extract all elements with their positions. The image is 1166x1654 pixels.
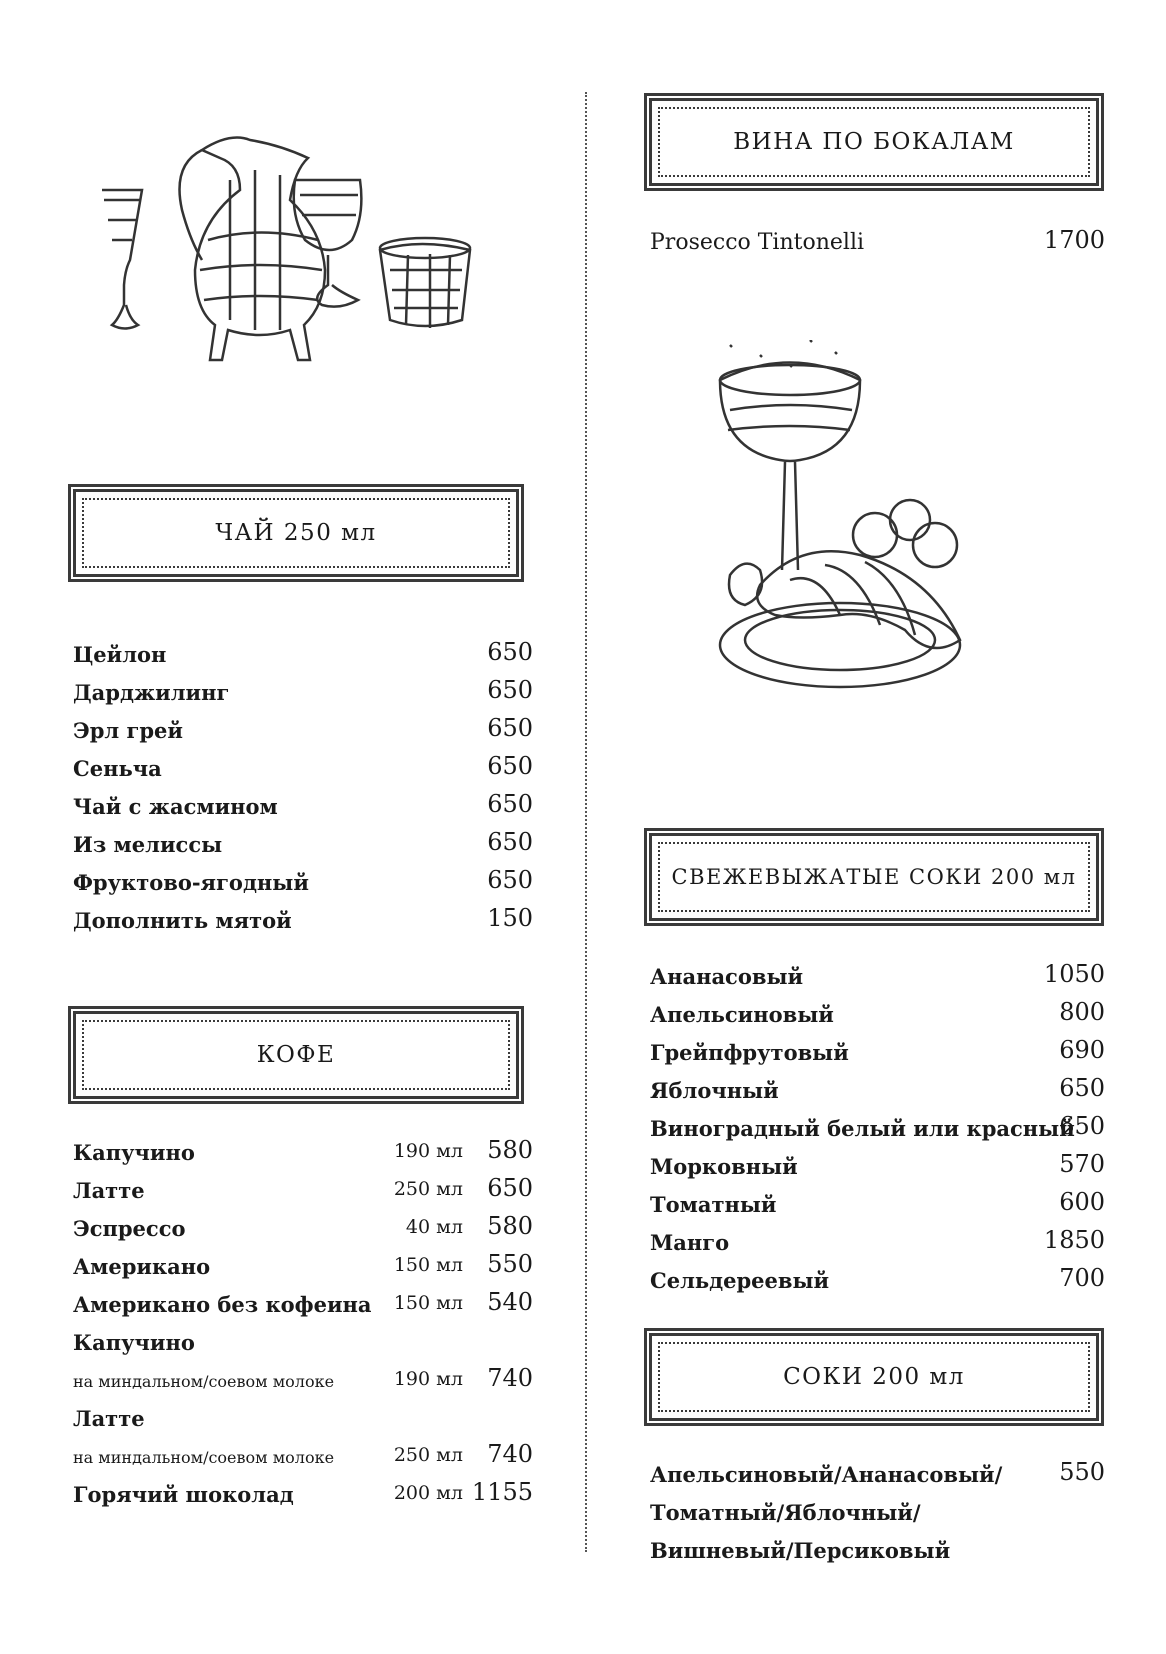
list-item	[650, 1072, 1105, 1110]
item-name: Виноградный белый или красный	[650, 1116, 1075, 1141]
tea-list	[73, 636, 533, 940]
list-item	[73, 864, 533, 902]
juice-section-title: СОКИ 200 мл	[783, 1364, 965, 1390]
item-name: Латте	[73, 1406, 145, 1431]
list-item	[650, 958, 1105, 996]
coffee-section-title: КОФЕ	[256, 1042, 336, 1068]
list-item	[73, 1400, 533, 1438]
list-item	[73, 1324, 533, 1362]
fresh-juice-section-header	[644, 828, 1104, 926]
item-price: 1850	[1043, 1226, 1105, 1254]
list-item	[73, 636, 533, 674]
item-price: 650	[487, 638, 533, 666]
item-name: Эспрессо	[73, 1216, 186, 1241]
item-price: 570	[1059, 1150, 1105, 1178]
item-volume: 150 мл	[393, 1254, 463, 1276]
item-name: Эрл грей	[73, 718, 183, 743]
list-item-note-row	[73, 1438, 533, 1476]
list-item	[73, 902, 533, 940]
list-item	[73, 750, 533, 788]
item-name: Американо	[73, 1254, 211, 1279]
juice-list	[650, 1456, 1105, 1570]
fresh-juice-section-title: СВЕЖЕВЫЖАТЫЕ СОКИ 200 мл	[671, 865, 1077, 889]
wine-list	[650, 224, 1105, 262]
item-name: Яблочный	[650, 1078, 779, 1103]
item-price: 1155	[471, 1478, 533, 1506]
item-name: Американо без кофеина	[73, 1292, 372, 1317]
item-price: 800	[1059, 998, 1105, 1026]
item-price: 650	[487, 828, 533, 856]
list-item	[650, 996, 1105, 1034]
item-price: 540	[487, 1288, 533, 1316]
wine-section-title: ВИНА ПО БОКАЛАМ	[733, 129, 1015, 155]
item-price: 740	[487, 1440, 533, 1468]
item-name: Томатный	[650, 1192, 777, 1217]
item-volume: 200 мл	[393, 1482, 463, 1504]
item-price: 600	[1059, 1188, 1105, 1216]
tea-section-title: ЧАЙ 250 мл	[215, 520, 377, 546]
item-name: Сеньча	[73, 756, 162, 781]
champagne-croissant-illustration	[690, 340, 1050, 710]
item-name: Морковный	[650, 1154, 798, 1179]
item-name: Грейпфрутовый	[650, 1040, 849, 1065]
list-item	[73, 1172, 533, 1210]
item-name: Апельсиновый	[650, 1002, 834, 1027]
item-note: на миндальном/соевом молоке	[73, 1372, 335, 1391]
item-name: Латте	[73, 1178, 145, 1203]
list-item	[73, 826, 533, 864]
item-price: 1700	[1043, 226, 1105, 254]
item-name: Дарджилинг	[73, 680, 230, 705]
item-name-line: Томатный/Яблочный/	[650, 1500, 921, 1525]
item-name: Сельдереевый	[650, 1268, 830, 1293]
list-item	[73, 1134, 533, 1172]
item-name: Prosecco Tintonelli	[650, 230, 865, 255]
list-item-note-row	[73, 1362, 533, 1400]
list-item	[73, 674, 533, 712]
item-name: Капучино	[73, 1140, 195, 1165]
list-item	[73, 1476, 533, 1514]
item-name: Чай с жасмином	[73, 794, 278, 819]
list-item	[650, 1110, 1105, 1148]
list-item	[650, 1456, 1105, 1494]
item-volume: 190 мл	[393, 1140, 463, 1162]
item-price: 650	[487, 714, 533, 742]
item-volume: 250 мл	[393, 1444, 463, 1466]
item-price: 650	[487, 676, 533, 704]
item-price: 650	[1059, 1112, 1105, 1140]
item-name: Дополнить мятой	[73, 908, 292, 933]
item-volume: 250 мл	[393, 1178, 463, 1200]
item-price: 150	[487, 904, 533, 932]
item-price: 650	[487, 1174, 533, 1202]
item-name-line: Вишневый/Персиковый	[650, 1538, 951, 1563]
coffee-list	[73, 1134, 533, 1514]
list-item-line	[650, 1494, 1105, 1532]
juice-section-header	[644, 1328, 1104, 1426]
list-item	[650, 224, 1105, 262]
item-name: Фруктово-ягодный	[73, 870, 309, 895]
coffee-section-header	[68, 1006, 524, 1104]
item-name: Цейлон	[73, 642, 167, 667]
list-item	[650, 1034, 1105, 1072]
tea-section-header	[68, 484, 524, 582]
item-price: 580	[487, 1212, 533, 1240]
fresh-juice-list	[650, 958, 1105, 1300]
item-price: 650	[1059, 1074, 1105, 1102]
item-price: 550	[1059, 1458, 1105, 1486]
item-price: 700	[1059, 1264, 1105, 1292]
item-volume: 40 мл	[405, 1216, 463, 1238]
item-name: Горячий шоколад	[73, 1482, 294, 1507]
item-volume: 150 мл	[393, 1292, 463, 1314]
column-divider	[585, 92, 587, 1552]
list-item	[73, 788, 533, 826]
list-item	[650, 1224, 1105, 1262]
item-name: Ананасовый	[650, 964, 804, 989]
item-price: 1050	[1043, 960, 1105, 988]
item-name-line: Апельсиновый/Ананасовый/	[650, 1462, 1003, 1487]
item-volume: 190 мл	[393, 1368, 463, 1390]
list-item	[650, 1148, 1105, 1186]
item-name: Из мелиссы	[73, 832, 223, 857]
item-name: Капучино	[73, 1330, 195, 1355]
list-item	[73, 712, 533, 750]
list-item	[73, 1210, 533, 1248]
tea-set-illustration	[90, 120, 530, 400]
item-price: 650	[487, 752, 533, 780]
item-name: Манго	[650, 1230, 730, 1255]
item-price: 580	[487, 1136, 533, 1164]
item-note: на миндальном/соевом молоке	[73, 1448, 335, 1467]
item-price: 740	[487, 1364, 533, 1392]
list-item	[73, 1286, 533, 1324]
list-item	[73, 1248, 533, 1286]
list-item	[650, 1262, 1105, 1300]
item-price: 690	[1059, 1036, 1105, 1064]
item-price: 650	[487, 790, 533, 818]
list-item	[650, 1186, 1105, 1224]
item-price: 650	[487, 866, 533, 894]
item-price: 550	[487, 1250, 533, 1278]
wine-section-header	[644, 93, 1104, 191]
list-item-line	[650, 1532, 1105, 1570]
